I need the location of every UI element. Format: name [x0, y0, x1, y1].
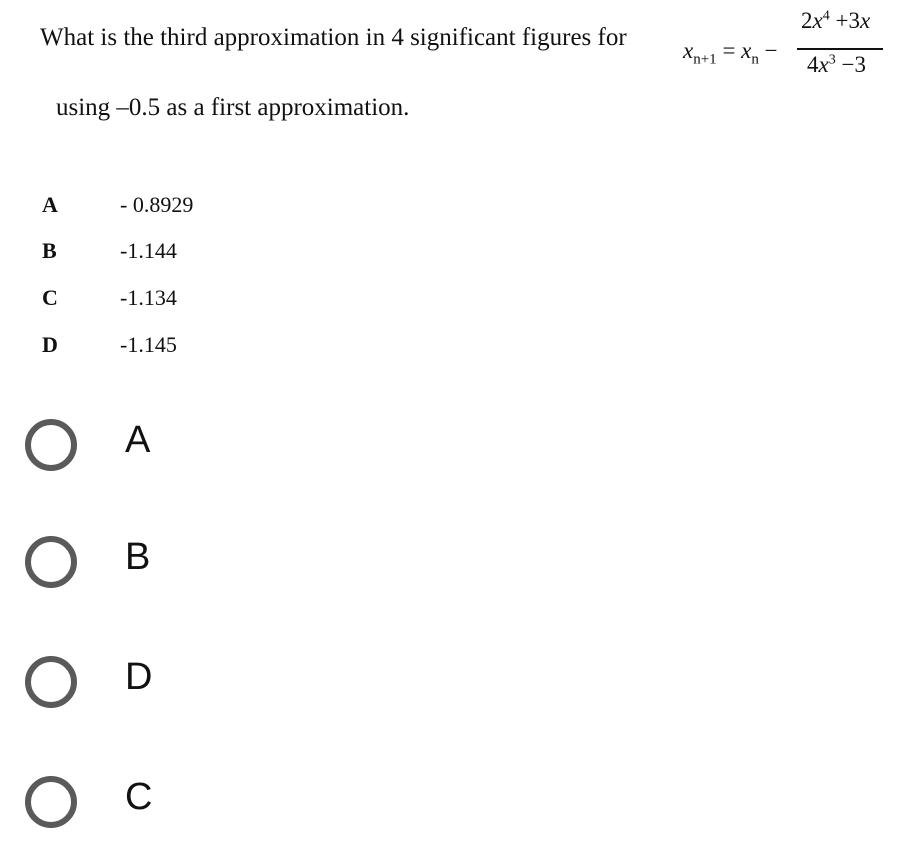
question-text-continued: using –0.5 as a first approximation.	[56, 94, 410, 121]
choice-value: -1.145	[120, 332, 177, 357]
newton-formula	[683, 8, 893, 82]
choice-row-a	[0, 192, 300, 222]
option-a[interactable]	[0, 413, 400, 503]
option-label[interactable]: A	[125, 419, 151, 461]
option-b[interactable]	[0, 530, 400, 620]
formula-x: x	[683, 38, 694, 63]
num-exp: 4	[822, 8, 830, 24]
formula-lhs	[683, 38, 778, 69]
formula-denominator	[807, 52, 866, 78]
option-label[interactable]: B	[125, 536, 151, 578]
choice-letter: C	[42, 285, 58, 310]
radio-button[interactable]	[25, 776, 77, 828]
radio-button[interactable]	[25, 656, 77, 708]
option-d[interactable]	[0, 650, 400, 740]
choice-letter: D	[42, 332, 58, 357]
choice-value: -1.144	[120, 238, 177, 263]
den-coef: 4	[807, 52, 819, 77]
choice-row-d	[0, 332, 300, 362]
option-label[interactable]: D	[125, 656, 153, 698]
choice-row-c	[0, 285, 300, 315]
num-coef: 2	[801, 8, 813, 33]
choice-value: - 0.8929	[120, 192, 194, 217]
formula-sub-n: n	[751, 51, 759, 68]
den-x: x	[818, 52, 829, 77]
den-exp: 3	[828, 52, 836, 68]
choice-value: -1.134	[120, 285, 177, 310]
formula-xn: x	[741, 38, 752, 63]
choice-row-b	[0, 238, 300, 268]
question-block	[0, 0, 902, 130]
choice-letter: A	[42, 192, 58, 217]
option-label[interactable]: C	[125, 776, 153, 818]
fraction-bar	[797, 48, 883, 50]
option-c[interactable]	[0, 770, 400, 860]
choice-letter: B	[42, 238, 57, 263]
num-x: x	[812, 8, 823, 33]
formula-equals: =	[716, 38, 742, 63]
formula-minus: −	[758, 38, 778, 63]
num-x2: x	[859, 8, 871, 33]
formula-numerator	[801, 8, 870, 34]
radio-button[interactable]	[25, 536, 77, 588]
den-term: −3	[835, 52, 866, 77]
radio-button[interactable]	[25, 419, 77, 471]
question-text: What is the third approximation in 4 significant figures for	[40, 24, 627, 51]
formula-sub-n1: n+1	[693, 51, 717, 68]
num-term: +3	[829, 8, 860, 33]
